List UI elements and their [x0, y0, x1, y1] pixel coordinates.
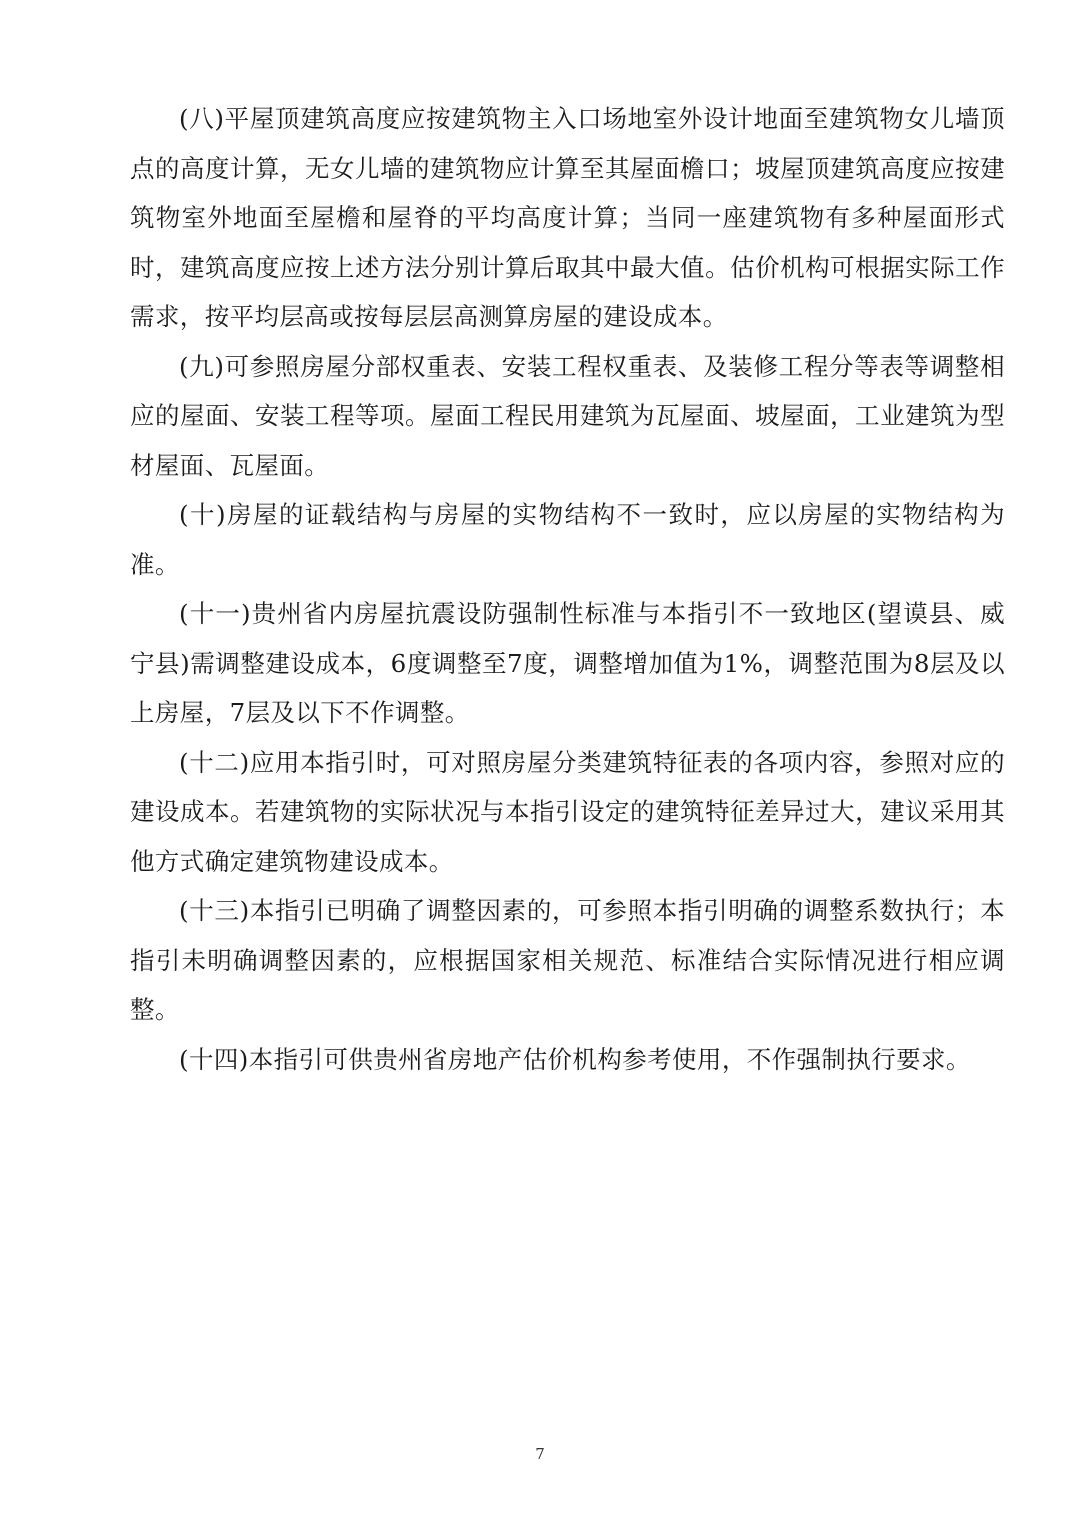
paragraph-10: (十)房屋的证载结构与房屋的实物结构不一致时，应以房屋的实物结构为准。 [130, 500, 1005, 579]
paragraph-12: (十二)应用本指引时，可对照房屋分类建筑特征表的各项内容，参照对应的建设成本。若建筑物的实际状况与本指引设定的建筑特征差异过大，建议采用其他方式确定建筑物建设成本。 [130, 747, 1005, 876]
paragraph-9: (九)可参照房屋分部权重表、安装工程权重表、及装修工程分等表等调整相应的屋面、安装工程等项。屋面工程民用建筑为瓦屋面、坡屋面，工业建筑为型材屋面、瓦屋面。 [130, 351, 1005, 480]
paragraph-8: (八)平屋顶建筑高度应按建筑物主入口场地室外设计地面至建筑物女儿墙顶点的高度计算，无女儿墙的建筑物应计算至其屋面檐口；坡屋顶建筑高度应按建筑物室外地面至屋檐和屋脊的平均高度计算；当同一座建筑物有多种屋面形式时，建筑高度应按上述方法分别计算后取其中最大值。估价机构可根据实际工作需求，按平均层高或按每层层高测算房屋的建设成本。 [130, 104, 1005, 331]
document-body [130, 94, 1005, 1084]
paragraph-14: (十四)本指引可供贵州省房地产估价机构参考使用，不作强制执行要求。 [179, 1044, 971, 1074]
paragraph-11: (十一)贵州省内房屋抗震设防强制性标准与本指引不一致地区(望谟县、威宁县)需调整建设成本，6度调整至7度，调整增加值为1%，调整范围为8层及以上房屋，7层及以下不作调整。 [130, 599, 1005, 727]
paragraph-13: (十三)本指引已明确了调整因素的，可参照本指引明确的调整系数执行；本指引未明确调整因素的，应根据国家相关规范、标准结合实际情况进行相应调整。 [130, 896, 1005, 1024]
page-number: 7 [535, 1445, 545, 1463]
